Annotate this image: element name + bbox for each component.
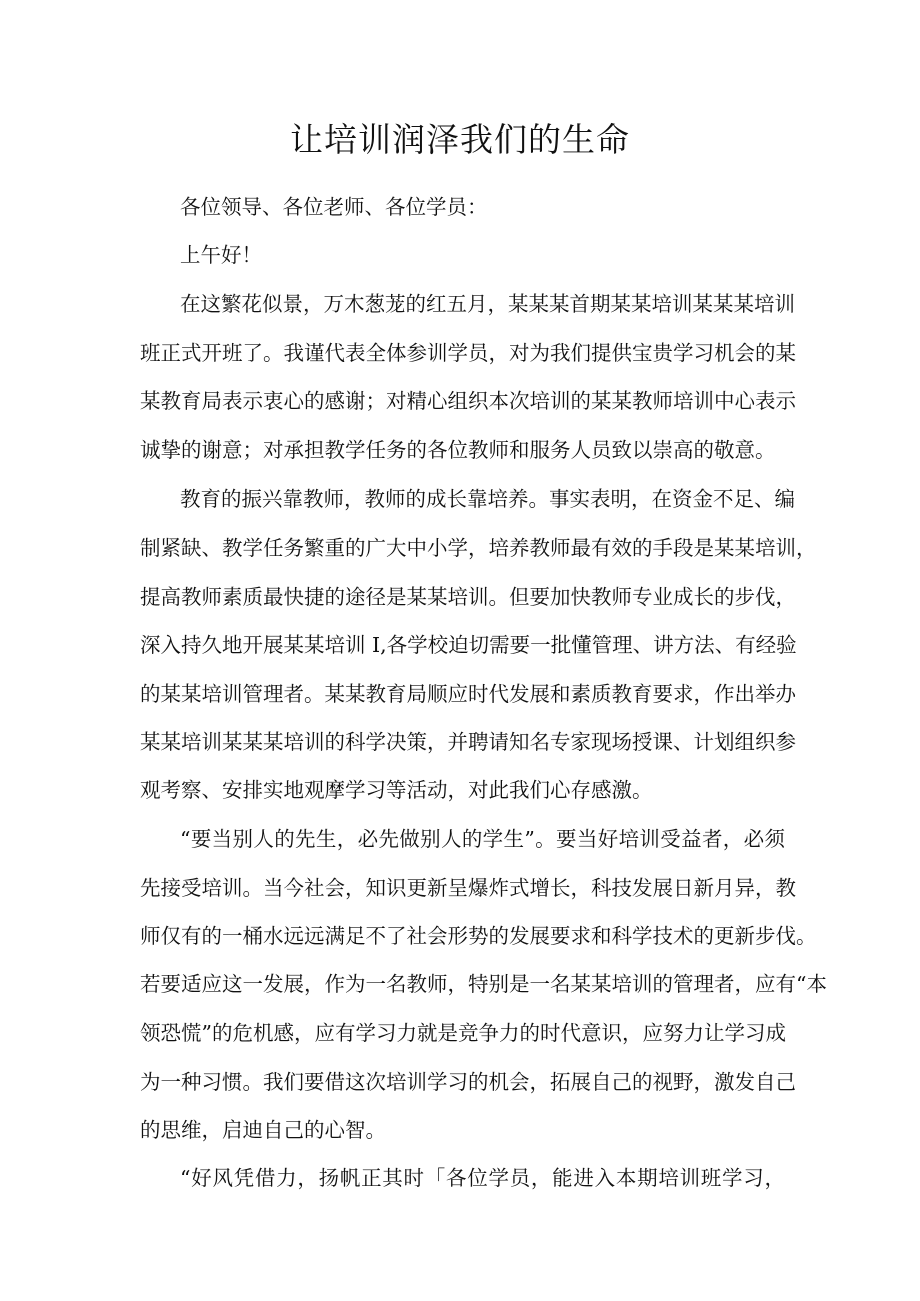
paragraph-3-line-5: 领恐慌”的危机感，应有学习力就是竞争力的时代意识，应努力让学习成 bbox=[140, 1021, 786, 1045]
paragraph-1-line-1: 在这繁花似景，万木葱茏的红五月，某某某首期某某培训某某某培训 bbox=[180, 292, 795, 316]
paragraph-1-line-2: 班正式开班了。我谨代表全体参训学员，对为我们提供宝贵学习机会的某 bbox=[140, 341, 796, 365]
paragraph-2-line-6: 某某培训某某某培训的科学决策，并聘请知名专家现场授课、计划组织参 bbox=[140, 730, 796, 754]
paragraph-1-line-3: 某教育局表示衷心的感谢；对精心组织本次培训的某某教师培训中心表示 bbox=[140, 389, 796, 413]
paragraph-3-line-4: 若要适应这一发展，作为一名教师，特别是一名某某培训的管理者，应有“本 bbox=[140, 972, 827, 996]
paragraph-3-line-3: 师仅有的一桶水远远满足不了社会形势的发展要求和科学技术的更新步伐。 bbox=[140, 924, 817, 948]
paragraph-2-line-3: 提高教师素质最快捷的途径是某某培训。但要加快教师专业成长的步伐， bbox=[140, 585, 796, 609]
paragraph-2-line-2: 制紧缺、教学任务繁重的广大中小学，培养教师最有效的手段是某某培训， bbox=[140, 536, 817, 560]
salutation: 各位领导、各位老师、各位学员： bbox=[180, 195, 488, 219]
paragraph-2-line-7: 观考察、安排实地观摩学习等活动，对此我们心存感激。 bbox=[140, 778, 653, 802]
paragraph-3-line-7: 的思维，启迪自己的心智。 bbox=[140, 1118, 386, 1142]
paragraph-2-line-5: 的某某培训管理者。某某教育局顺应时代发展和素质教育要求，作出举办 bbox=[140, 682, 796, 706]
paragraph-2-line-4: 深入持久地开展某某培训 I,各学校迫切需要一批懂管理、讲方法、有经验 bbox=[140, 633, 797, 657]
page-title: 让培训润泽我们的生命 bbox=[290, 120, 630, 159]
greeting: 上午好！ bbox=[180, 243, 262, 267]
paragraph-2-line-1: 教育的振兴靠教师，教师的成长靠培养。事实表明，在资金不足、编 bbox=[180, 487, 795, 511]
paragraph-3-line-6: 为一种习惯。我们要借这次培训学习的机会，拓展自己的视野，激发自己 bbox=[140, 1070, 796, 1094]
paragraph-4-line-1: “好风凭借力，扬帆正其时「各位学员，能进入本期培训班学习， bbox=[180, 1166, 785, 1190]
paragraph-1-line-4: 诚挚的谢意；对承担教学任务的各位教师和服务人员致以崇高的敬意。 bbox=[140, 438, 776, 462]
paragraph-3-line-2: 先接受培训。当今社会，知识更新呈爆炸式增长，科技发展日新月异，教 bbox=[140, 876, 796, 900]
paragraph-3-line-1: “要当别人的先生，必先做别人的学生”。要当好培训受益者，必须 bbox=[180, 827, 785, 851]
